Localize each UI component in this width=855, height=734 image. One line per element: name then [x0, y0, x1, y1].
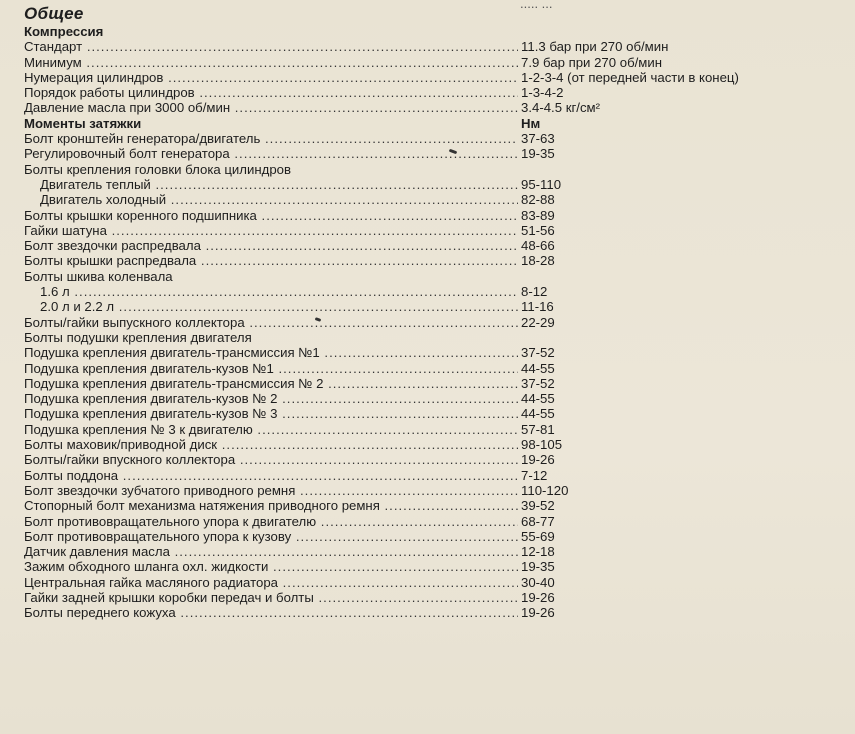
spec-row — [24, 468, 804, 483]
spec-value: 18-28 — [521, 253, 555, 269]
spec-label — [24, 315, 518, 330]
spec-label-text: Подушка крепления двигатель-трансмиссия №1 — [24, 345, 320, 361]
spec-value: 19-35 — [521, 146, 555, 162]
spec-value: 22-29 — [521, 314, 555, 330]
spec-label-text: Зажим обходного шланга охл. жидкости — [24, 559, 269, 575]
spec-label-text: Порядок работы цилиндров — [24, 85, 195, 101]
spec-label — [24, 39, 518, 54]
spec-value: 82-88 — [521, 192, 555, 208]
spec-row — [24, 253, 804, 268]
spec-value: 19-26 — [521, 452, 555, 468]
spec-label-text: Регулировочный болт генератора — [24, 146, 230, 162]
spec-value: 7-12 — [521, 467, 548, 483]
spec-label — [24, 253, 518, 268]
spec-row — [24, 422, 804, 437]
spec-label — [24, 146, 518, 161]
spec-row — [24, 406, 804, 421]
spec-row — [24, 162, 804, 177]
spec-row — [24, 590, 804, 605]
spec-row — [24, 452, 804, 467]
spec-value: 44-55 — [521, 406, 555, 422]
spec-row — [24, 70, 804, 85]
spec-row — [24, 55, 804, 70]
spec-label — [24, 483, 518, 498]
spec-row — [24, 177, 804, 192]
spec-row — [24, 437, 804, 452]
spec-label — [24, 437, 518, 452]
spec-row — [24, 315, 804, 330]
spec-value: 44-55 — [521, 360, 555, 376]
spec-value: 57-81 — [521, 421, 555, 437]
spec-value: 30-40 — [521, 574, 555, 590]
spec-label — [24, 406, 518, 421]
spec-label-text: Моменты затяжки — [24, 115, 142, 131]
spec-value: Нм — [521, 115, 541, 131]
spec-label — [24, 345, 518, 360]
spec-row — [24, 514, 804, 529]
spec-row — [24, 223, 804, 238]
spec-label — [24, 559, 518, 574]
spec-label — [24, 422, 518, 437]
spec-row — [24, 299, 804, 314]
spec-label — [24, 100, 518, 115]
spec-label-text: Нумерация цилиндров — [24, 69, 164, 85]
spec-row — [24, 330, 804, 345]
spec-row — [24, 208, 804, 223]
spec-value: 19-26 — [521, 589, 555, 605]
spec-value: 12-18 — [521, 544, 555, 560]
spec-row — [24, 529, 804, 544]
spec-label — [24, 131, 518, 146]
spec-label — [24, 361, 518, 376]
spec-row — [24, 39, 804, 54]
spec-label — [24, 514, 518, 529]
spec-label — [24, 24, 518, 39]
spec-value: 19-35 — [521, 559, 555, 575]
spec-row — [24, 146, 804, 161]
spec-label-text: Болт звездочки распредвала — [24, 238, 201, 254]
spec-value: 11-16 — [521, 299, 554, 315]
spec-value: 55-69 — [521, 528, 555, 544]
spec-table — [24, 24, 804, 621]
spec-label — [24, 544, 518, 559]
spec-row — [24, 483, 804, 498]
spec-label — [24, 269, 518, 284]
spec-row — [24, 391, 804, 406]
spec-row — [24, 361, 804, 376]
spec-label — [24, 330, 518, 345]
spec-label-text: Давление масла при 3000 об/мин — [24, 100, 231, 116]
spec-label-text: Датчик давления масла — [24, 544, 170, 560]
spec-value: 51-56 — [521, 222, 555, 238]
spec-value: 3.4-4.5 кг/см² — [521, 100, 601, 116]
spec-row — [24, 376, 804, 391]
spec-label-text: Подушка крепления двигатель-кузов №1 — [24, 360, 274, 376]
spec-row — [24, 605, 804, 620]
spec-value: 110-120 — [521, 482, 569, 498]
spec-label-text: Гайки шатуна — [24, 222, 107, 238]
spec-label-text: Болт кронштейн генератора/двигатель — [24, 131, 261, 147]
spec-label-text: Болты/гайки выпускного коллектора — [24, 314, 245, 330]
spec-value: 8-12 — [521, 284, 548, 300]
spec-value: 98-105 — [521, 437, 563, 453]
section-heading-row — [24, 116, 804, 131]
spec-label-text: Болты крышки коренного подшипника — [24, 207, 257, 223]
spec-label — [24, 192, 518, 207]
spec-row — [24, 575, 804, 590]
spec-row — [24, 131, 804, 146]
spec-label — [24, 376, 518, 391]
spec-label — [24, 468, 518, 483]
spec-value: 7.9 бар при 270 об/мин — [521, 54, 663, 70]
spec-label — [24, 238, 518, 253]
spec-label-text: Болт противовращательного упора к кузову — [24, 528, 292, 544]
spec-label-text: Компрессия — [24, 24, 104, 39]
spec-value: 1-3-4-2 — [521, 85, 564, 101]
spec-label-text: Гайки задней крышки коробки передач и болты — [24, 589, 314, 605]
cut-off-text: ..... ... — [520, 0, 553, 11]
spec-row — [24, 544, 804, 559]
spec-label-text: Подушка крепления № 3 к двигателю — [24, 421, 253, 437]
spec-label — [24, 575, 518, 590]
spec-row — [24, 284, 804, 299]
spec-label — [24, 162, 518, 177]
spec-value: 37-52 — [521, 375, 555, 391]
spec-label-text: Болт противовращательного упора к двигателю — [24, 513, 317, 529]
spec-row — [24, 559, 804, 574]
spec-label-text: Болты крышки распредвала — [24, 253, 197, 269]
spec-label-text: Подушка крепления двигатель-трансмиссия № 2 — [24, 375, 324, 391]
spec-value: 11.3 бар при 270 об/мин — [521, 39, 669, 55]
spec-value: 37-52 — [521, 345, 555, 361]
spec-label-text: Стопорный болт механизма натяжения приводного ремня — [24, 498, 380, 514]
spec-row — [24, 498, 804, 513]
page-title: Общее — [24, 4, 84, 23]
spec-label-text: Подушка крепления двигатель-кузов № 2 — [24, 391, 278, 407]
spec-value: 44-55 — [521, 391, 555, 407]
spec-label-text: 2.0 л и 2.2 л — [40, 299, 115, 315]
spec-label — [24, 55, 518, 70]
spec-label-text: Болты переднего кожуха — [24, 605, 176, 621]
spec-value: 19-26 — [521, 605, 555, 621]
spec-label — [24, 299, 518, 314]
spec-label — [24, 177, 518, 192]
spec-label-text: Минимум — [24, 54, 82, 70]
spec-label-text: Болты маховик/приводной диск — [24, 437, 218, 453]
spec-value: 68-77 — [521, 513, 555, 529]
spec-label-text: Болты шкива коленвала — [24, 268, 173, 284]
spec-label — [24, 116, 518, 131]
spec-label-text: Болты/гайки впускного коллектора — [24, 452, 236, 468]
spec-value: 95-110 — [521, 176, 562, 192]
spec-label-text: Центральная гайка масляного радиатора — [24, 574, 278, 590]
spec-label-text: Стандарт — [24, 39, 83, 55]
spec-row — [24, 192, 804, 207]
section-heading-row — [24, 24, 804, 39]
spec-label — [24, 85, 518, 100]
spec-label-text: 1.6 л — [40, 284, 70, 300]
spec-label — [24, 223, 518, 238]
spec-label-text: Болты поддона — [24, 467, 119, 483]
spec-value: 37-63 — [521, 131, 555, 147]
spec-label — [24, 284, 518, 299]
spec-value: 1-2-3-4 (от передней части в конец) — [521, 69, 739, 85]
spec-label-text: Двигатель теплый — [40, 176, 151, 192]
spec-label — [24, 452, 518, 467]
spec-row — [24, 345, 804, 360]
spec-label-text: Подушка крепления двигатель-кузов № 3 — [24, 406, 278, 422]
spec-row — [24, 269, 804, 284]
spec-label-text: Двигатель холодный — [40, 192, 167, 208]
spec-label-text: Болты подушки крепления двигателя — [24, 329, 252, 345]
spec-label — [24, 498, 518, 513]
spec-row — [24, 238, 804, 253]
spec-label — [24, 529, 518, 544]
spec-value: 48-66 — [521, 238, 555, 254]
spec-label-text: Болты крепления головки блока цилиндров — [24, 161, 292, 177]
spec-row — [24, 100, 804, 115]
spec-label — [24, 208, 518, 223]
spec-row — [24, 85, 804, 100]
spec-value: 83-89 — [521, 207, 555, 223]
spec-label-text: Болт звездочки зубчатого приводного ремня — [24, 482, 296, 498]
spec-label — [24, 605, 518, 620]
spec-label — [24, 590, 518, 605]
spec-label — [24, 70, 518, 85]
spec-label — [24, 391, 518, 406]
spec-value: 39-52 — [521, 498, 555, 514]
